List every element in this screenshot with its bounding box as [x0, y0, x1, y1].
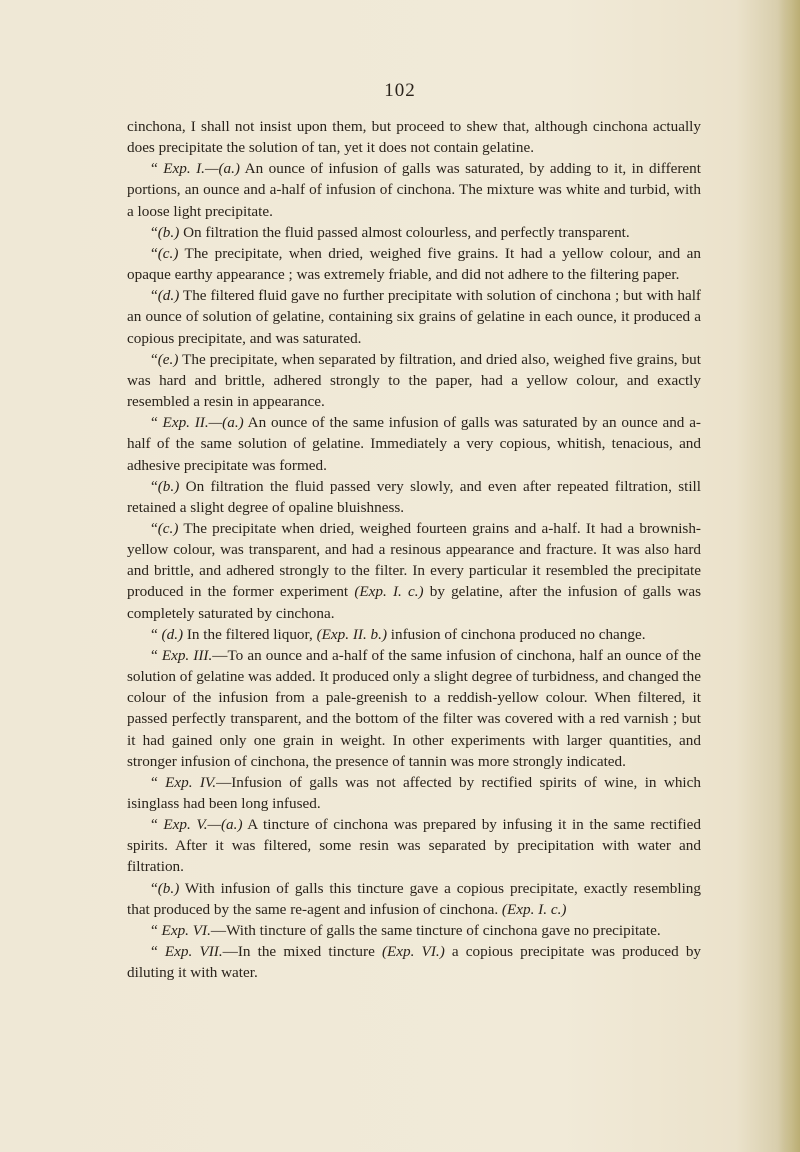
text-run: —To an ounce and a-half of the same infusion of cinchona, half an ounce of the solution of gelatine was added. It produced only a slight degree of turbidness, and changed the colour of the infusion from a pale-greenish to a reddish-yellow colour. When filtered, it passed perfectly transparent, and the bottom of the filter was covered with a red varnish ; but it had gained only one grain in weight. In other experiments with larger quantities, and stronger infusion of cinchona, the presence of tannin was more strongly indicated. — [127, 646, 702, 770]
text-run: The precipitate, when separated by filtration, and dried also, weighed five grains, but was hard and brittle, adhered strongly to the paper, had a yellow colour, and exactly resembled a resin in appearance. — [127, 350, 701, 411]
text-run: “ — [151, 921, 162, 939]
text-run: “ — [151, 287, 158, 305]
text-run: A tincture of cinchona was prepared by infusing it in the same rectified spirits. After it was filtered, some resin was separated by precipitation with water and filtration. — [127, 816, 701, 876]
text-run: The filtered fluid gave no further precipitate with solution of cinchona ; but with half an ounce of solution of gelatine, containing six grains of gelatine in each ounce, it produced a copious precipitate, and was saturated. — [127, 287, 701, 347]
paragraph — [127, 624, 701, 645]
italic-run: (e.) — [157, 350, 179, 368]
text-run: With infusion of galls this tincture gave a copious precipitate, exactly resembling that produced by the same re-agent and infusion of cinchona. — [127, 879, 701, 918]
text-run: cinchona, I shall not insist upon them, but proceed to shew that, although cinchona actually does precipitate the solution of tan, yet it does not contain gelatine. — [127, 118, 701, 157]
text-run: by gelatine, after the infusion of galls was completely saturated by cinchona. — [127, 583, 701, 622]
text-run: —With tincture of galls the same tincture of cinchona gave no precipitate. — [210, 921, 661, 939]
text-run: “ — [151, 519, 158, 537]
text-run: a copious precipitate was produced by diluting it with water. — [127, 943, 702, 982]
paragraph — [127, 878, 701, 920]
paragraph — [127, 243, 701, 285]
italic-run: Exp. II.—(a.) — [162, 414, 244, 432]
text-run: “ — [151, 350, 158, 368]
text-run: “ — [151, 223, 158, 241]
body-text — [127, 116, 701, 983]
text-run: On filtration the fluid passed very slowly, and even after repeated filtration, still retained a slight degree of opaline bluishness. — [127, 477, 701, 516]
italic-run: (Exp. I. c.) — [354, 583, 424, 601]
italic-run: (b.) — [157, 223, 180, 241]
text-run: —In the mixed tincture — [222, 943, 382, 961]
italic-run: (c.) — [157, 244, 179, 262]
paragraph — [127, 920, 701, 941]
text-run: “ — [151, 943, 165, 961]
italic-run: Exp. III. — [161, 646, 213, 664]
text-run: The precipitate when dried, weighed fourteen grains and a-half. It had a brownish-yellow colour, was transparent, and had a resinous appearance and fracture. It was also hard and brittle, and adhered strongly to the filter. In every particular it resembled the precipitate produced in the former experiment — [127, 519, 701, 601]
paragraph — [127, 476, 701, 518]
italic-run: (d.) — [161, 625, 184, 643]
text-run: “ — [151, 414, 163, 432]
paragraph — [127, 222, 701, 243]
text-run: “ — [151, 160, 164, 178]
page-number: 102 — [384, 80, 416, 101]
text-run: An ounce of infusion of galls was saturated, by adding to it, in different portions, an ounce and a-half of infusion of cinchona. The mixture was white and turbid, with a loose light precipitate. — [127, 160, 701, 220]
italic-run: Exp. V.—(a.) — [163, 816, 243, 834]
text-run: —Infusion of galls was not affected by rectified spirits of wine, in which isinglass had been long infused. — [127, 773, 701, 812]
paragraph — [127, 412, 701, 475]
italic-run: Exp. VII. — [164, 943, 223, 961]
text-run: The precipitate, when dried, weighed five grains. It had a yellow colour, and an opaque earthy appearance ; was extremely friable, and did not adhere to the filtering paper. — [127, 244, 701, 284]
text-run: An ounce of the same infusion of galls was saturated by an ounce and a-half of the same solution of gelatine. Immediately a very copious, whitish, tenacious, and adhesive precipitate was formed. — [127, 414, 701, 474]
italic-run: (b.) — [157, 477, 180, 495]
italic-run: (Exp. II. b.) — [316, 625, 387, 643]
text-run: “ — [151, 879, 158, 897]
italic-run: (c.) — [157, 519, 179, 537]
text-run: “ — [151, 244, 158, 262]
paragraph — [127, 349, 701, 412]
paragraph — [127, 158, 701, 221]
italic-run: Exp. VI. — [161, 921, 211, 939]
text-run: “ — [151, 625, 162, 643]
paragraph — [127, 518, 701, 624]
text-run: “ — [151, 773, 166, 791]
text-run: infusion of cinchona produced no change. — [387, 625, 646, 643]
text-run: “ — [151, 646, 162, 664]
italic-run: (b.) — [157, 879, 180, 897]
text-run: On filtration the fluid passed almost colourless, and perfectly transparent. — [179, 223, 630, 241]
italic-run: Exp. IV. — [165, 773, 217, 791]
paragraph — [127, 116, 701, 158]
italic-run: (Exp. VI.) — [381, 943, 445, 961]
paragraph — [127, 814, 701, 877]
paragraph — [127, 645, 701, 772]
italic-run: Exp. I.—(a.) — [163, 160, 240, 178]
text-run: In the filtered liquor, — [183, 625, 317, 643]
italic-run: (d.) — [157, 287, 180, 305]
page-edge-shadow — [778, 0, 800, 1152]
italic-run: (Exp. I. c.) — [501, 900, 567, 918]
text-run: “ — [151, 816, 164, 834]
paragraph — [127, 772, 701, 814]
paragraph — [127, 941, 701, 983]
text-run: “ — [151, 477, 158, 495]
paragraph — [127, 285, 701, 348]
